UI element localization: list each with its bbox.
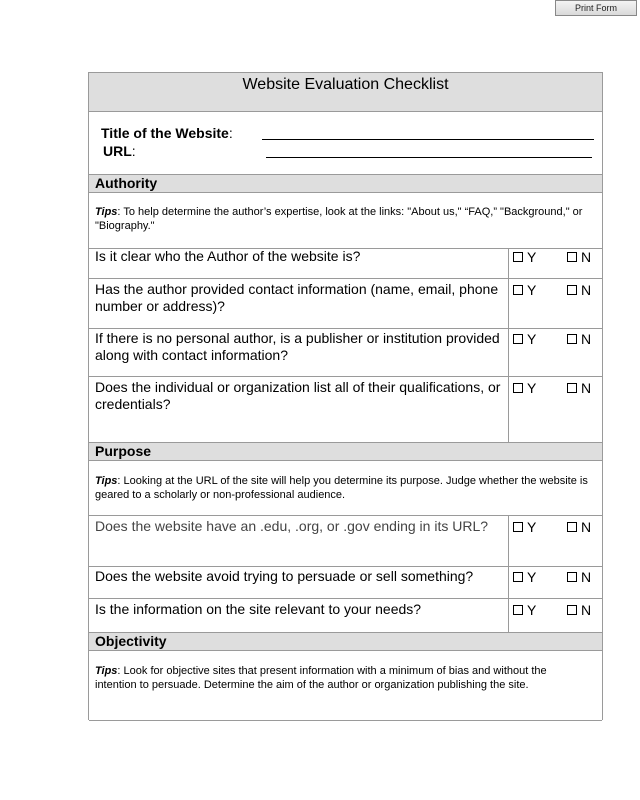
divider bbox=[89, 650, 602, 651]
answer-column-divider bbox=[508, 515, 509, 632]
section-heading-purpose: Purpose bbox=[89, 443, 602, 460]
checkbox-no[interactable] bbox=[567, 285, 577, 295]
option-no[interactable]: N bbox=[567, 519, 591, 535]
question-persuade-sell: Does the website avoid trying to persuade or sell something? bbox=[95, 568, 474, 584]
url-label: URL: bbox=[103, 143, 136, 159]
checkbox-no[interactable] bbox=[567, 334, 577, 344]
print-form-button[interactable]: Print Form bbox=[555, 0, 637, 16]
tips-authority: Tips: To help determine the author’s expertise, look at the links: "About us," “FAQ,” "Background," or "Biography." bbox=[95, 206, 583, 232]
option-yes[interactable]: Y bbox=[513, 569, 536, 585]
option-yes[interactable]: Y bbox=[513, 249, 536, 265]
checkbox-yes[interactable] bbox=[513, 383, 523, 393]
website-title-field[interactable] bbox=[262, 139, 594, 140]
tips-objectivity: Tips: Look for objective sites that present information with a minimum of bias and without the intention to persuade. Determine the aim of the author or organization publishing the site. bbox=[95, 665, 547, 691]
divider bbox=[89, 598, 602, 599]
option-yes[interactable]: Y bbox=[513, 331, 536, 347]
checkbox-yes[interactable] bbox=[513, 605, 523, 615]
checkbox-no[interactable] bbox=[567, 252, 577, 262]
checkbox-no[interactable] bbox=[567, 383, 577, 393]
divider bbox=[89, 376, 602, 377]
question-contact-info: Has the author provided contact information (name, email, phone number or address)? bbox=[95, 281, 499, 314]
checkbox-yes[interactable] bbox=[513, 572, 523, 582]
question-qualifications: Does the individual or organization list all of their qualifications, or credentials? bbox=[95, 379, 501, 412]
question-author-clear: Is it clear who the Author of the website is? bbox=[95, 248, 361, 264]
website-title-label: Title of the Website: bbox=[101, 125, 233, 141]
divider bbox=[89, 192, 602, 193]
section-heading-objectivity: Objectivity bbox=[89, 633, 602, 650]
divider bbox=[89, 111, 602, 112]
option-no[interactable]: N bbox=[567, 249, 591, 265]
checkbox-no[interactable] bbox=[567, 605, 577, 615]
checkbox-no[interactable] bbox=[567, 522, 577, 532]
divider bbox=[89, 460, 602, 461]
tips-purpose: Tips: Looking at the URL of the site will help you determine its purpose. Judge whether the website is geared to a scholarly or non-professional audience. bbox=[95, 475, 588, 501]
divider bbox=[89, 278, 602, 279]
option-no[interactable]: N bbox=[567, 282, 591, 298]
question-url-ending: Does the website have an .edu, .org, or .gov ending in its URL? bbox=[95, 518, 489, 534]
option-yes[interactable]: Y bbox=[513, 602, 536, 618]
form-title: Website Evaluation Checklist bbox=[242, 76, 449, 93]
url-field[interactable] bbox=[266, 157, 592, 158]
divider bbox=[89, 515, 602, 516]
option-no[interactable]: N bbox=[567, 602, 591, 618]
option-no[interactable]: N bbox=[567, 569, 591, 585]
divider bbox=[89, 566, 602, 567]
checkbox-yes[interactable] bbox=[513, 522, 523, 532]
checkbox-yes[interactable] bbox=[513, 334, 523, 344]
section-heading-authority: Authority bbox=[89, 175, 602, 192]
option-yes[interactable]: Y bbox=[513, 282, 536, 298]
question-publisher-institution: If there is no personal author, is a publisher or institution provided along with contact information? bbox=[95, 330, 500, 363]
question-relevant-info: Is the information on the site relevant to your needs? bbox=[95, 601, 422, 617]
checkbox-yes[interactable] bbox=[513, 252, 523, 262]
checkbox-no[interactable] bbox=[567, 572, 577, 582]
checkbox-yes[interactable] bbox=[513, 285, 523, 295]
evaluation-form bbox=[88, 72, 603, 720]
option-no[interactable]: N bbox=[567, 331, 591, 347]
option-yes[interactable]: Y bbox=[513, 519, 536, 535]
divider bbox=[89, 328, 602, 329]
option-no[interactable]: N bbox=[567, 380, 591, 396]
divider bbox=[89, 720, 602, 721]
option-yes[interactable]: Y bbox=[513, 380, 536, 396]
